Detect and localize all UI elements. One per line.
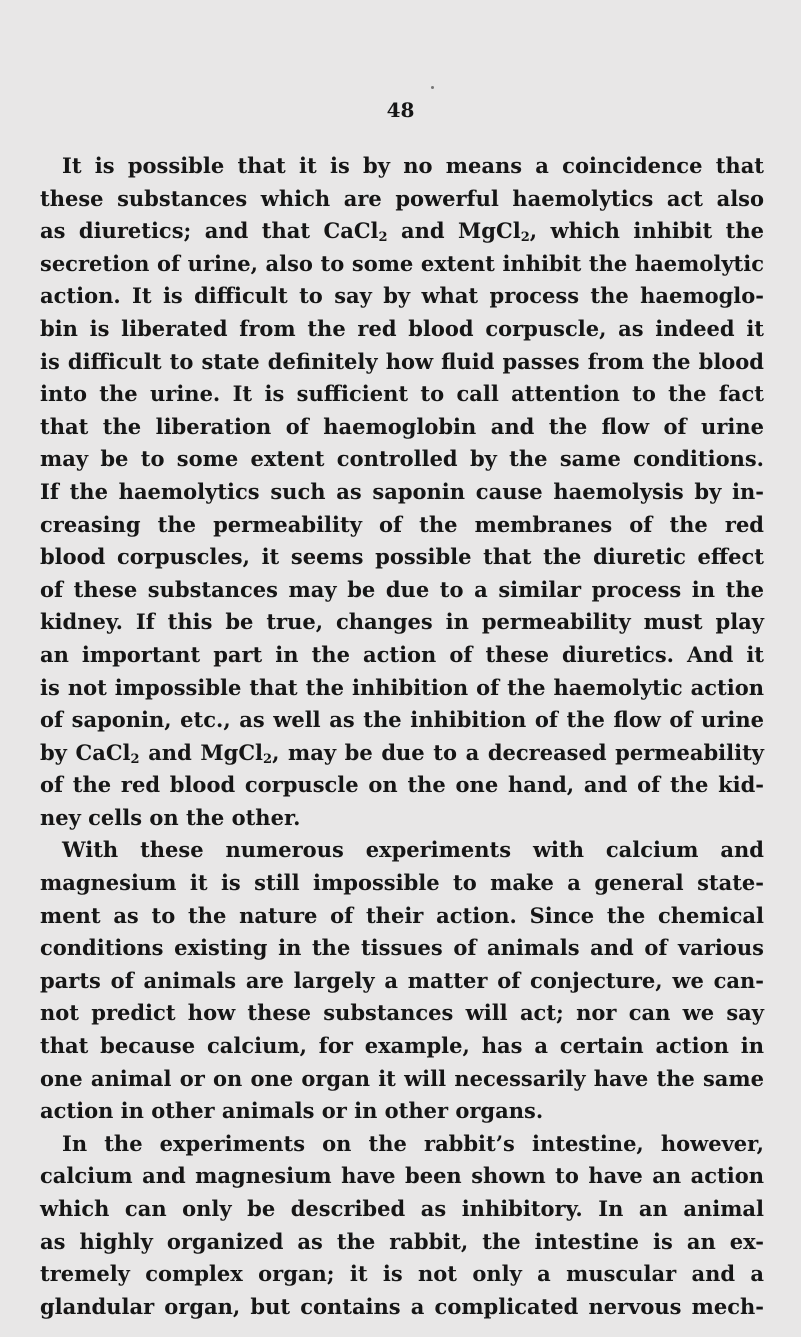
text-line: conditions existing in the tissues of animals and of various (40, 935, 764, 961)
text-line: which can only be described as inhibitory. In an animal (40, 1196, 764, 1221)
text-line: glandular organ, but contains a complicated nervous mech- (40, 1293, 764, 1319)
text-line: secretion of urine, also to some extent inhibit the haemolytic (40, 250, 764, 276)
page-number: 48 (386, 98, 415, 122)
text-line: It is possible that it is by no means a coincidence that (62, 153, 764, 178)
text-line: that the liberation of haemoglobin and the flow of urine (40, 413, 764, 439)
text-line: an important part in the action of these diuretics. And it (40, 641, 764, 667)
text-line: kidney. If this be true, changes in permeability must play (40, 609, 764, 635)
text-line: not predict how these substances will act; nor can we say (40, 1000, 764, 1026)
text-line: as diuretics; and that CaCl$_2$ and MgCl$_2$, which inhibit the (40, 218, 764, 246)
text-line: blood corpuscles, it seems possible that the diuretic effect (40, 544, 764, 570)
text-line: is not impossible that the inhibition of the haemolytic action (40, 674, 764, 700)
text-line: action in other animals or in other organs. (40, 1098, 544, 1124)
text-line: action. It is difficult to say by what process the haemoglo- (40, 283, 764, 309)
text-line: one animal or on one organ it will necessarily have the same (40, 1065, 764, 1091)
text-line: With these numerous experiments with calcium and (62, 837, 764, 863)
text-line: calcium and magnesium have been shown to have an action (40, 1163, 764, 1189)
text-line: If the haemolytics such as saponin cause haemolysis by in- (40, 478, 764, 504)
text-line: of saponin, etc., as well as the inhibition of the flow of urine (40, 707, 764, 733)
text-line: these substances which are powerful haemolytics act also (40, 185, 764, 211)
text-line: tremely complex organ; it is not only a muscular and a (40, 1261, 764, 1287)
text-line: may be to some extent controlled by the same conditions. (40, 446, 764, 472)
body-text (40, 150, 764, 1323)
text-line: parts of animals are largely a matter of conjecture, we can- (40, 967, 764, 993)
text-line: of the red blood corpuscle on the one hand, and of the kid- (40, 772, 764, 798)
text-line: that because calcium, for example, has a certain action in (40, 1033, 764, 1059)
text-line: into the urine. It is sufficient to call attention to the fact (40, 381, 764, 407)
text-line: as highly organized as the rabbit, the intestine is an ex- (40, 1228, 764, 1254)
text-line: magnesium it is still impossible to make a general state- (40, 870, 764, 896)
text-line: creasing the permeability of the membranes of the red (40, 511, 764, 537)
stray-mark (431, 86, 434, 89)
text-line: In the experiments on the rabbit’s intestine, however, (62, 1130, 764, 1156)
text-line: ment as to the nature of their action. Since the chemical (40, 902, 764, 928)
text-line: by CaCl$_2$ and MgCl$_2$, may be due to a decreased permeability (40, 739, 764, 767)
text-line: is difficult to state definitely how fluid passes from the blood (40, 348, 764, 374)
text-line: of these substances may be due to a similar process in the (40, 576, 764, 602)
text-line: ney cells on the other. (40, 804, 301, 830)
text-line: bin is liberated from the red blood corpuscle, as indeed it (40, 315, 764, 341)
